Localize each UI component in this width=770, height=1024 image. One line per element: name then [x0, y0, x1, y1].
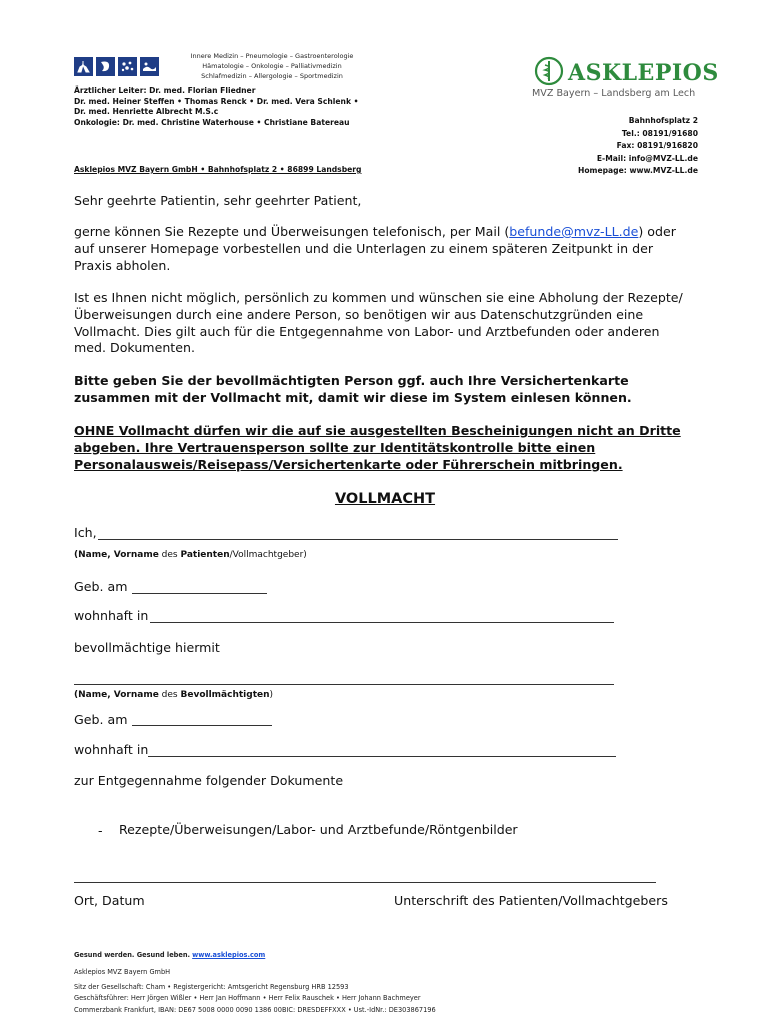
caption2-des: des [158, 690, 181, 700]
paragraph-1 [74, 224, 686, 274]
footer-slogan-line [74, 950, 714, 962]
leader-line: Ärztlicher Leiter: Dr. med. Florian Fliedner [74, 86, 256, 95]
footer [74, 950, 714, 1017]
ich-name-line[interactable] [98, 539, 618, 540]
documents-item: Rezepte/Überweisungen/Labor- und Arztbefunde/Röntgenbilder [119, 822, 518, 837]
logo-stomach-icon [96, 57, 115, 76]
caption-name-prefix: (Name, Vorname [74, 550, 159, 560]
bevollmaechtigter-caption [74, 690, 273, 700]
caption-suffix: /Vollmachtgeber) [229, 550, 307, 560]
brand-subtitle: MVZ Bayern – Landsberg am Lech [532, 88, 696, 99]
signature-line[interactable] [74, 882, 656, 883]
wohnhaft-line-2[interactable] [148, 756, 616, 757]
specialty-line: Innere Medizin – Pneumologie – Gastroenterologie [190, 52, 354, 60]
caption-des: des [158, 550, 181, 560]
sender-line: Asklepios MVZ Bayern GmbH • Bahnhofsplatz 2 • 86899 Landsberg [74, 165, 362, 174]
footer-gf: Geschäftsführer: Herr Jörgen Wißler • Herr Jan Hoffmann • Herr Felix Rauschek • Herr Johann Bachmeyer [74, 994, 421, 1003]
paragraph-1-end: ) oder auf unserer Homepage vorbestellen und die Unterlagen zu einem späteren Zeitpunkt in der Praxis abholen. [74, 224, 676, 273]
logo-cells-icon [118, 57, 137, 76]
unterschrift-label: Unterschrift des Patienten/Vollmachtgebers [394, 893, 668, 908]
geb-label-1: Geb. am [74, 579, 128, 594]
specialty-line: Schlafmedizin – Allergologie – Sportmedizin [201, 72, 343, 80]
caption2-bev: Bevollmächtigten [180, 690, 270, 700]
caption-patient: Patienten [180, 550, 230, 560]
ich-label: Ich, [74, 525, 97, 540]
caption2-name-prefix: (Name, Vorname [74, 690, 159, 700]
salutation: Sehr geehrte Patientin, sehr geehrter Patient, [74, 193, 362, 208]
asklepios-emblem-icon [534, 56, 564, 90]
ort-datum-label: Ort, Datum [74, 893, 145, 908]
paragraph-3: Bitte geben Sie der bevollmächtigten Person ggf. auch Ihre Versichertenkarte zusammen mit der Vollmacht mit, damit wir diese im System einlesen können. [74, 373, 632, 405]
paragraph-1-start: gerne können Sie Rezepte und Überweisungen telefonisch, per Mail ( [74, 224, 510, 239]
contact-block [540, 115, 698, 178]
logo-lungs-icon [74, 57, 93, 76]
wohnhaft-label-2: wohnhaft in [74, 742, 149, 757]
specialties-block [172, 51, 372, 81]
footer-asklepios-link[interactable]: www.asklepios.com [192, 951, 266, 959]
logo-sleep-icon [140, 57, 159, 76]
contact-homepage: Homepage: www.MVZ-LL.de [577, 166, 698, 175]
paragraph-2: Ist es Ihnen nicht möglich, persönlich zu kommen und wünschen sie eine Abholung der Rezepte/Überweisungen durch eine andere Person, so benötigen wir aus Datenschutzgründen eine Vollmacht. Dies gilt auch für die Entgegennahme von Labor- und Arztbefunden oder anderen med. Dokumenten. [74, 290, 683, 356]
wohnhaft-line-1[interactable] [150, 622, 614, 623]
leaders-block [74, 86, 394, 128]
paragraph-4: OHNE Vollmacht dürfen wir die auf sie ausgestellten Bescheinigungen nicht an Dritte abgeben. Ihre Vertrauensperson sollte zur Identitätskontrolle bitte einen Personalausweis/Reisepass/Versichertenkarte oder Führerschein mitbringen. [74, 423, 681, 472]
befunde-email-link[interactable]: befunde@mvz-LL.de [509, 224, 639, 239]
geb-line-1[interactable] [132, 593, 267, 594]
leader-line: Dr. med. Henriette Albrecht M.S.c [74, 107, 219, 117]
footer-sitz: Sitz der Gesellschaft: Cham • Registergericht: Amtsgericht Regensburg HRB 12593 [74, 982, 349, 991]
footer-company: Asklepios MVZ Bayern GmbH [74, 967, 171, 976]
specialty-line: Hämatologie – Onkologie – Palliativmedizin [202, 62, 342, 70]
contact-fax: Fax: 08191/916820 [616, 141, 698, 150]
bullet-dash: - [98, 823, 103, 838]
caption2-suffix: ) [269, 690, 274, 700]
form-title: VOLLMACHT [334, 491, 436, 507]
wohnhaft-label-1: wohnhaft in [74, 608, 149, 623]
brand-name: ASKLEPIOS [568, 60, 719, 86]
footer-bank: Commerzbank Frankfurt, IBAN: DE67 5008 0000 0090 1386 00BIC: DRESDEFFXXX • Ust.-IdNr.: DE303867196 [74, 1006, 436, 1015]
bevollmaechtige-label: bevollmächtige hiermit [74, 640, 220, 655]
leader-line: Dr. med. Heiner Steffen • Thomas Renck • Dr. med. Vera Schlenk • [74, 96, 359, 106]
bevollmaechtigter-name-line[interactable] [74, 684, 614, 685]
contact-address: Bahnhofsplatz 2 [628, 116, 698, 125]
patient-name-caption [74, 550, 307, 560]
geb-line-2[interactable] [132, 725, 272, 726]
leader-line: Onkologie: Dr. med. Christine Waterhouse • Christiane Batereau [74, 117, 350, 127]
contact-phone: Tel.: 08191/91680 [621, 128, 698, 138]
geb-label-2: Geb. am [74, 712, 128, 727]
contact-email: E-Mail: info@MVZ-LL.de [596, 153, 698, 163]
entgegennahme-label: zur Entgegennahme folgender Dokumente [74, 773, 344, 788]
footer-slogan: Gesund werden. Gesund leben. [74, 951, 191, 959]
